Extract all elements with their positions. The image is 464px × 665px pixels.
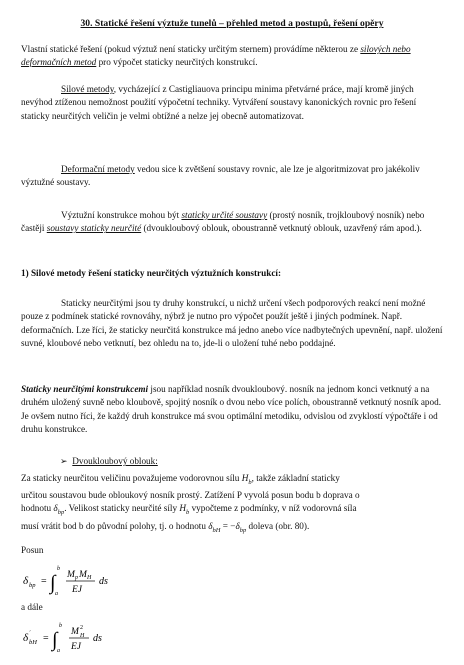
svg-text:b: b (57, 566, 60, 572)
svg-text:∫: ∫ (52, 629, 58, 651)
svg-text:H: H (87, 575, 92, 581)
svg-text:EJ: EJ (72, 585, 83, 595)
label-posun: Posun (21, 545, 44, 555)
paragraph-force-methods: Silové metody, vycházející z Castigliauova principu minima přetvárné práce, mají kromě jiných nevýhod ztíženou nemožnost použití výpočetní techniky. Vytváření soustavy kanonických rovnic pro řešení staticky neurčitých veličin je velmi obtížné a nelze jej obecně automatizovat. (21, 84, 417, 121)
svg-text:M: M (71, 627, 79, 637)
svg-text:2: 2 (80, 625, 83, 631)
paragraph-indeterminate: Staticky neurčitými jsou ty druhy konstrukcí, u nichž určení všech podporových reakcí není možné pouze z podmínek statické rovnováhy, nýbrž je nutno pro výpočet použít ještě i jiných podmínek. Např. deformačních. Lze říci, že staticky neurčitá konstrukce má jedno anebo více nadbytečných upevnění, např. uložení suvné, kloubové nebo vetknutí, bez ohledu na to, jde-li o uložení tuhé nebo poddajné. (21, 298, 443, 348)
svg-text:=: = (43, 633, 49, 644)
svg-text:bp: bp (29, 582, 36, 589)
svg-text:bH: bH (29, 639, 37, 646)
paragraph-arch-text: Za staticky neurčitou veličinu považujeme vodorovnou sílu $H_b$, takže základní staticky určitou soustavou bude obloukový nosník prostý. Zatížení P vyvolá posun bodu b doprava o hodnotu $\delta_{bp}$. Velikost staticky neurčité síly $H_b$ vypočteme z podmínky, v níž vodorovná síla musí vrátit bod b do původní polohy, tj. o hodnotu $\delta_{bH} = -\delta_{bp}$ doleva (obr. 80). (21, 473, 360, 534)
formula-delta-bp (21, 560, 131, 600)
page-title: 30. Statické řešení výztuže tunelů – přehled metod a postupů, řešení opěry (80, 18, 384, 29)
svg-text:δ: δ (23, 575, 29, 587)
bullet-two-hinged-arch (21, 455, 464, 468)
svg-text:ds: ds (99, 576, 108, 587)
svg-text:a: a (57, 648, 60, 654)
paragraph-support-structures: Výztužní konstrukce mohou být staticky určité soustavy (prostý nosník, trojkloubový nosník) nebo častěji soustavy staticky neurčité (dvoukloubový oblouk, oboustranně vetknutý oblouk, uzavřený rám apod.). (21, 210, 425, 234)
paragraph-deformation-methods: Deformační metody vedou sice k zvětšení soustavy rovnic, ale lze je algoritmizovat pro jakékoliv výztužné soustavy. (21, 164, 420, 188)
svg-text:ds: ds (93, 633, 102, 644)
bullet-arrow-icon: ➢ (60, 456, 68, 466)
section-heading: 1) Silové metody řešení staticky neurčitých výztužních konstrukcí: (21, 268, 282, 278)
svg-text:=: = (41, 576, 47, 587)
paragraph-examples: Staticky neurčitými konstrukcemi jsou například nosník dvoukloubový. nosník na jednom konci vetknutý a na druhém uložený suvně nebo kloubově, spojitý nosník o dvou nebo více polích, oboustranně vetknutý nosník apod. Je ovšem nutno říci, že každý druh konstrukce má svou optimální metodiku, odvislou od zvyklostí výpočtáře i od druhu konstrukce. (21, 384, 442, 434)
svg-text:p: p (75, 575, 78, 581)
svg-text:b: b (59, 623, 62, 629)
svg-text:M: M (79, 570, 87, 580)
svg-text:H: H (80, 633, 85, 639)
svg-text:∫: ∫ (50, 572, 56, 594)
svg-text:´: ´ (29, 631, 31, 637)
svg-text:EJ: EJ (71, 642, 82, 652)
label-a-dale: a dále (21, 602, 43, 612)
svg-text:M: M (67, 570, 75, 580)
svg-text:a: a (55, 591, 58, 597)
bullet-label: Dvoukloubový oblouk: (72, 456, 158, 466)
formula-delta-bh (21, 617, 131, 659)
svg-text:δ: δ (23, 632, 29, 644)
paragraph-intro: Vlastní statické řešení (pokud výztuž není staticky určitým sternem) provádíme některou ze silových nebo deformačních metod pro výpočet staticky neurčitých konstrukcí. (21, 44, 411, 68)
